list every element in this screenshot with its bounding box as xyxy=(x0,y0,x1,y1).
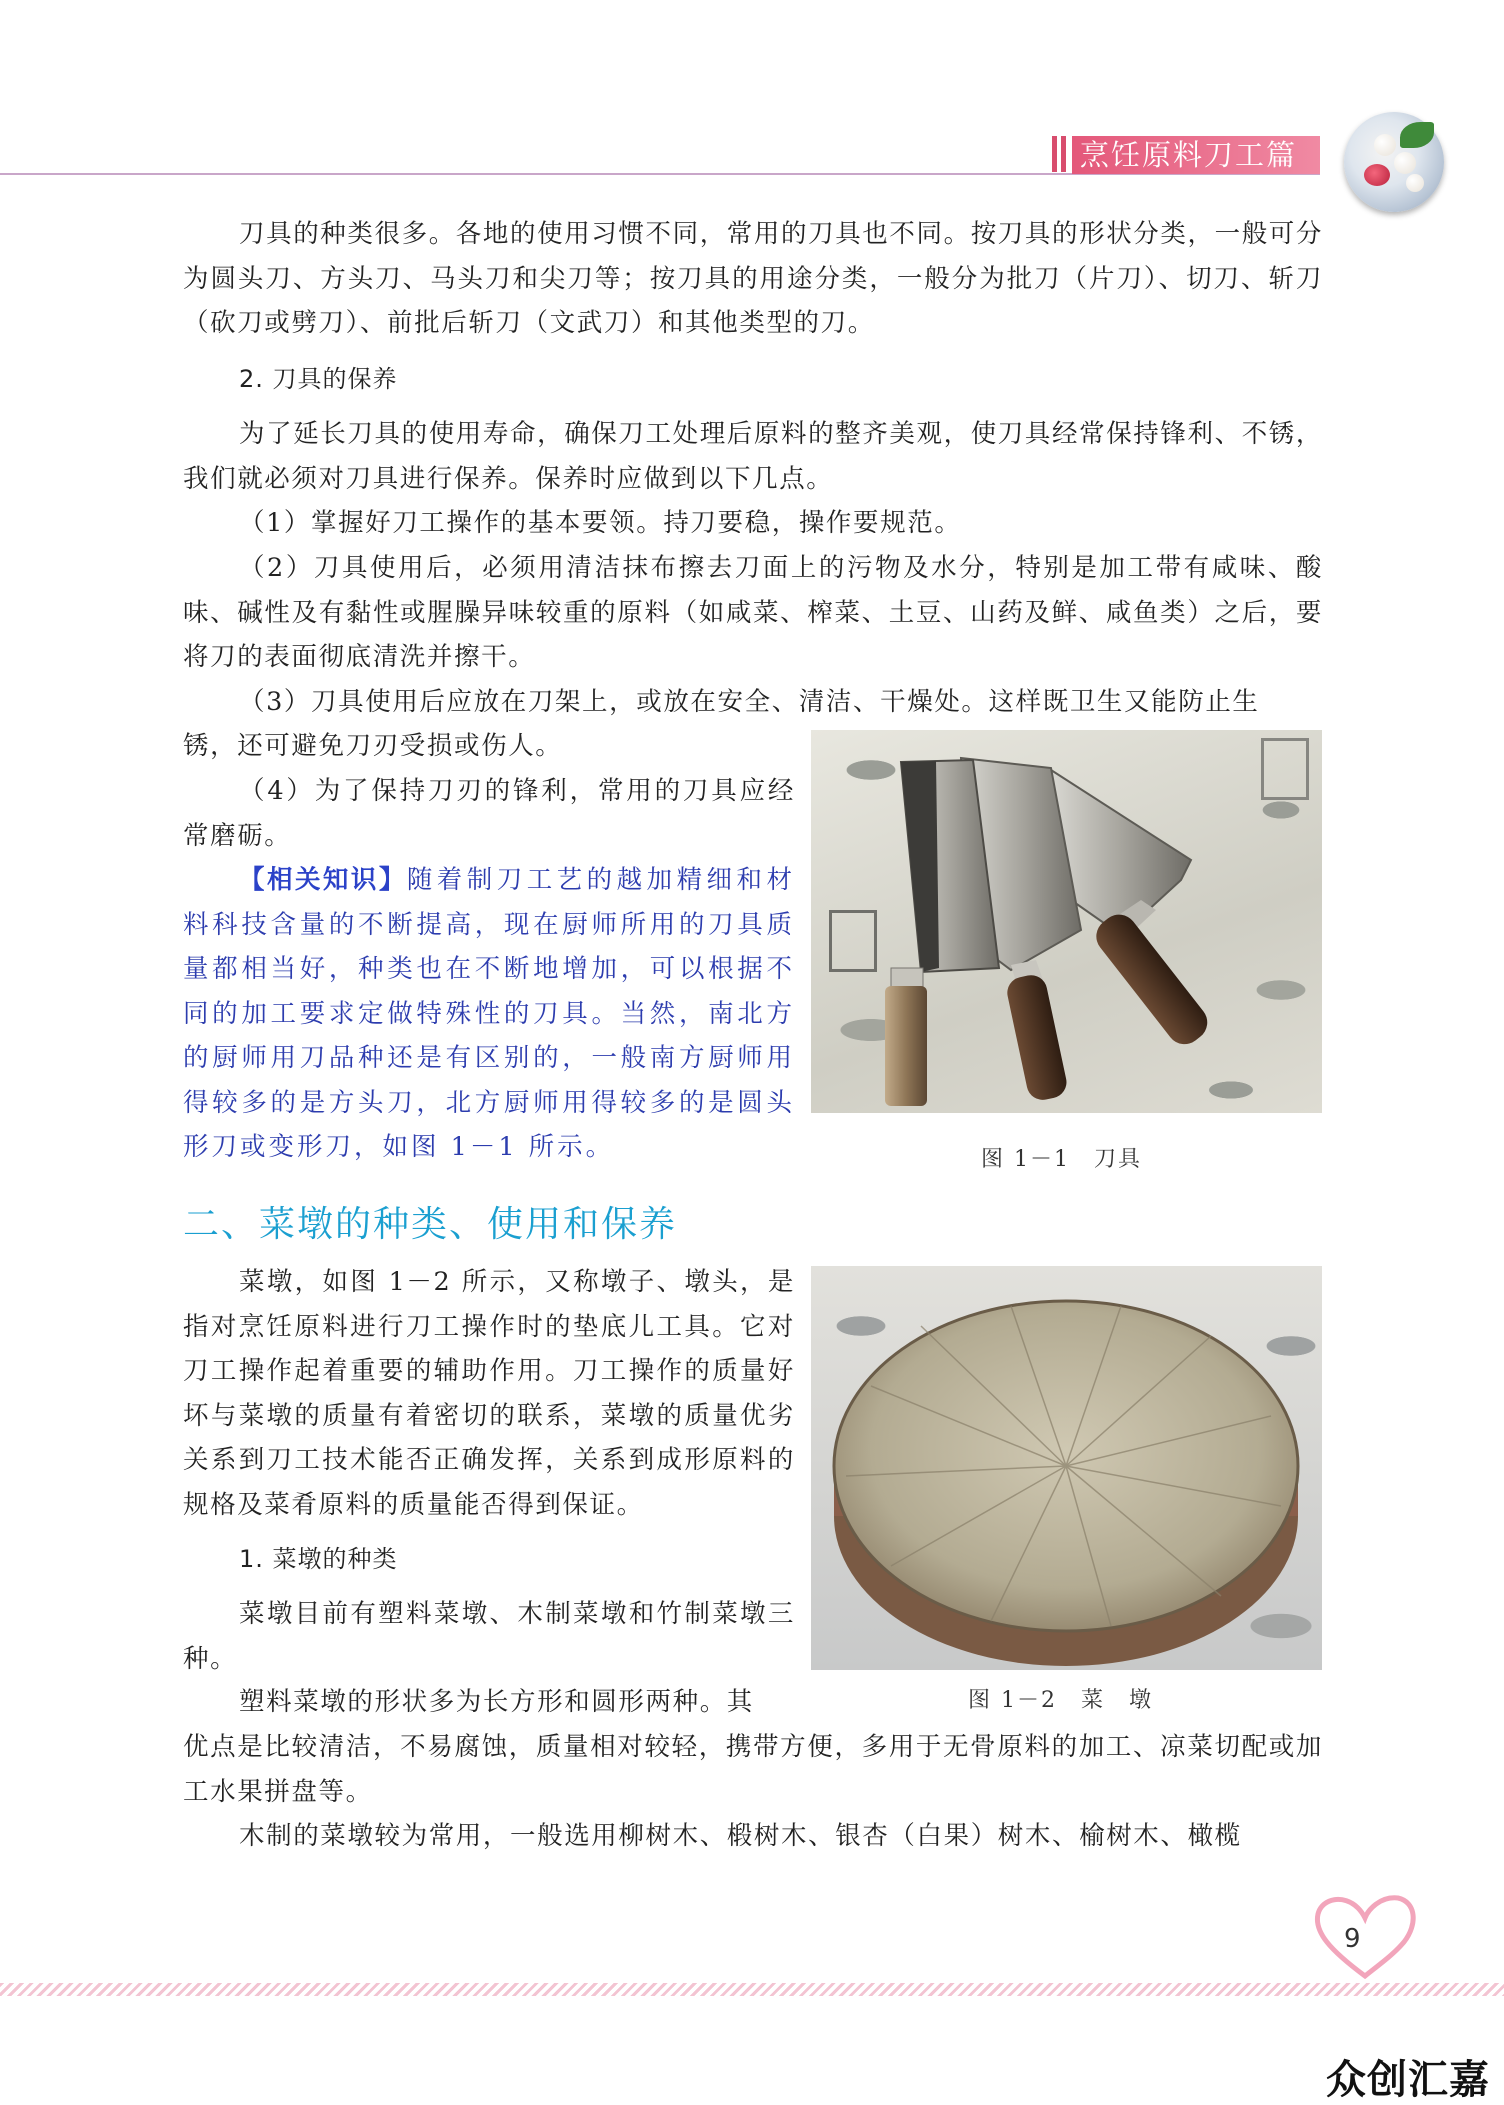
page-number: 9 xyxy=(1344,1924,1361,1954)
watermark-logo: 众创汇嘉 xyxy=(1326,2057,1490,2103)
heart-icon xyxy=(1310,1888,1420,1988)
list-item-2: （2）刀具使用后，必须用清洁抹布擦去刀面上的污物及水分，特别是加工带有咸味、酸味、碱性及有黏性或腥臊异味较重的原料（如咸菜、榨菜、土豆、山药及鲜、咸鱼类）之后，要将刀的表面彻底清洗并擦干。 xyxy=(183,553,1323,672)
list-item-3: （3）刀具使用后应放在刀架上，或放在安全、清洁、干燥处。这样既卫生又能防止生 xyxy=(239,687,1260,717)
figure-2-caption: 图 1－2 菜 墩 xyxy=(968,1688,1153,1713)
paragraph-wooden-board: 木制的菜墩较为常用，一般选用柳树木、椴树木、银杏（白果）树木、榆树木、橄榄 xyxy=(239,1821,1242,1851)
paragraph-knife-types: 刀具的种类很多。各地的使用习惯不同，常用的刀具也不同。按刀具的形状分类，一般可分为圆头刀、方头刀、马头刀和尖刀等；按刀具的用途分类，一般分为批刀（片刀）、切刀、斩刀（砍刀或劈刀）、前批后斩刀（文武刀）和其他类型的刀。 xyxy=(183,219,1324,338)
subheading-knife-care: 2. 刀具的保养 xyxy=(239,365,398,393)
paragraph-knife-care-intro: 为了延长刀具的使用寿命，确保刀工处理后原料的整齐美观，使刀具经常保持锋利、不锈，我们就必须对刀具进行保养。保养时应做到以下几点。 xyxy=(183,419,1324,494)
header-accent-bars xyxy=(1052,136,1072,172)
paragraph-cutting-board-kinds: 菜墩目前有塑料菜墩、木制菜墩和竹制菜墩三种。 xyxy=(183,1599,795,1674)
related-knowledge-note xyxy=(183,858,795,1170)
related-knowledge-tag: 【相关知识】 xyxy=(239,865,407,895)
subheading-cutting-board-types: 1. 菜墩的种类 xyxy=(239,1545,398,1573)
list-item-4: （4）为了保持刀刃的锋利，常用的刀具应经常磨砺。 xyxy=(183,776,795,851)
related-knowledge-text: 随着制刀工艺的越加精细和材料科技含量的不断提高，现在厨师所用的刀具质量都相当好，种类也在不断地增加，可以根据不同的加工要求定做特殊性的刀具。当然，南北方的厨师用刀品种还是有区别的，一般南方厨师用得较多的是方头刀，北方厨师用得较多的是圆头形刀或变形刀，如图 1－1 所示。 xyxy=(183,865,795,1162)
paragraph-plastic-board: 塑料菜墩的形状多为长方形和圆形两种。其 xyxy=(239,1687,754,1717)
figure-knives-image xyxy=(811,730,1322,1113)
paragraph-plastic-board-cont: 优点是比较清洁，不易腐蚀，质量相对较轻，携带方便，多用于无骨原料的加工、凉菜切配或加工水果拼盘等。 xyxy=(183,1732,1323,1807)
paragraph-cutting-board-intro: 菜墩，如图 1－2 所示，又称墩子、墩头，是指对烹饪原料进行刀工操作时的垫底儿工具。它对刀工操作起着重要的辅助作用。刀工操作的质量好坏与菜墩的质量有着密切的联系，菜墩的质量优劣关系到刀工技术能否正确发挥，关系到成形原料的规格及菜肴原料的质量能否得到保证。 xyxy=(183,1267,795,1520)
figure-cutting-board-image xyxy=(811,1266,1322,1670)
figure-1-caption: 图 1－1 刀具 xyxy=(981,1147,1142,1172)
section-heading-cutting-board: 二、菜墩的种类、使用和保养 xyxy=(183,1204,678,1245)
footer-stripe xyxy=(0,1983,1504,1996)
chapter-title: 烹饪原料刀工篇 xyxy=(1072,136,1320,174)
list-item-1: （1）掌握好刀工操作的基本要领。持刀要稳，操作要规范。 xyxy=(239,508,962,538)
food-plate-icon xyxy=(1344,112,1444,212)
list-item-3-cont: 锈，还可避免刀刃受损或伤人。 xyxy=(183,731,563,761)
